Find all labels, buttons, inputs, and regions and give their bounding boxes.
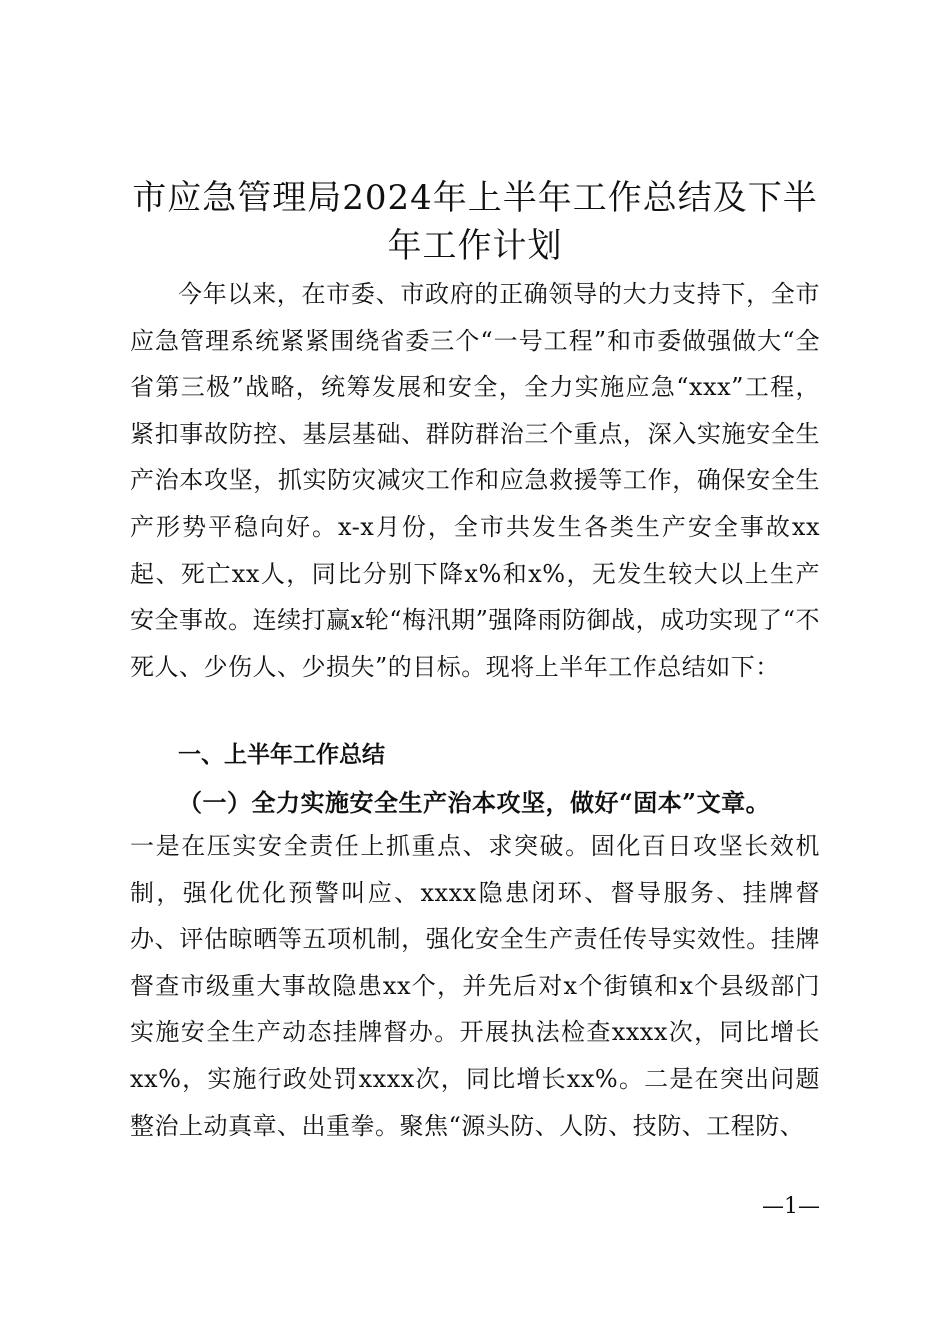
- title-line-1: 市应急管理局2024年上半年工作总结及下半: [132, 178, 818, 218]
- title-line-2: 年工作计划: [387, 226, 563, 266]
- body-paragraph: 一是在压实安全责任上抓重点、求突破。固化百日攻坚长效机制，强化优化预警叫应、xxxx隐患闭环、督导服务、挂牌督办、评估晾晒等五项机制，强化安全生产责任传导实效性。挂牌督查市级重大事故隐患xx个，并先后对x个街镇和x个县级部门实施安全生产动态挂牌督办。开展执法检查xxxx次，同比增长xx%，实施行政处罚xxxx次，同比增长xx%。二是在突出问题整治上动真章、出重拳。聚焦“源头防、人防、技防、工程防、: [130, 832, 820, 1140]
- subsection-heading: （一）全力实施安全生产治本攻坚，做好“固本”文章。: [178, 788, 771, 817]
- page-number: —1—: [762, 1194, 820, 1219]
- section-heading: 一、上半年工作总结: [178, 742, 385, 768]
- intro-paragraph: 今年以来，在市委、市政府的正确领导的大力支持下，全市应急管理系统紧紧围绕省委三个“一号工程”和市委做强做大“全省第三极”战略，统筹发展和安全，全力实施应急“xxx”工程，紧扣事故防控、基层基础、群防群治三个重点，深入实施安全生产治本攻坚，抓实防灾减灾工作和应急救援等工作，确保安全生产形势平稳向好。x-x月份，全市共发生各类生产安全事故xx起、死亡xx人，同比分别下降x%和x%，无发生较大以上生产安全事故。连续打赢x轮“梅汛期”强降雨防御战，成功实现了“不死人、少伤人、少损失”的目标。现将上半年工作总结如下：: [130, 280, 820, 681]
- document-title: [110, 174, 840, 270]
